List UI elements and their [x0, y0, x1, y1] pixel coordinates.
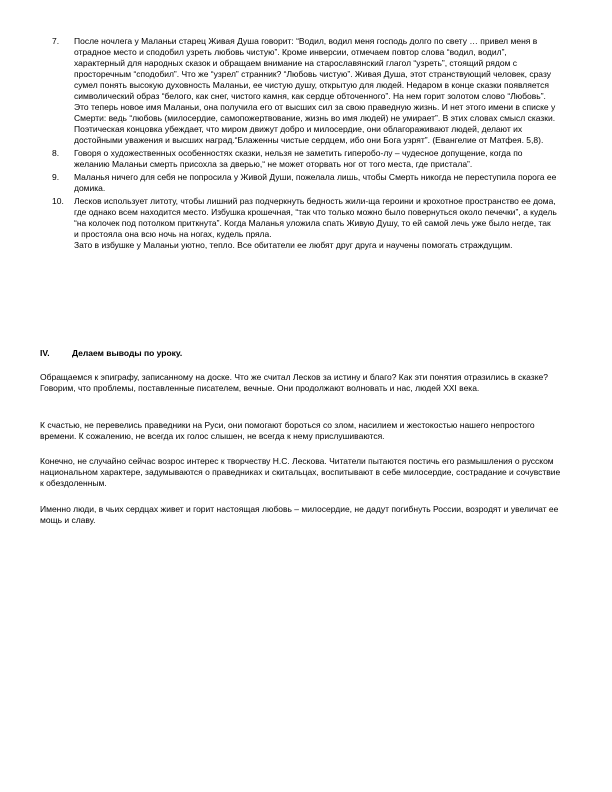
list-item-text: Лесков использует литоту, чтобы лишний раз подчеркнуть бедность жили-ща героини и крохотное пространство ее дома, где однако всем находится место. Избушка крошечная, “так что только можно было повернуться около печечки”, а кудель “на колочек под потолком приткнута”. Когда Маланья уложила спать Живую Душу, то ей самой лечь уже было негде, так и простояла она всю ночь на ногах, кудель пряла.: [74, 196, 557, 239]
list-item: [52, 36, 557, 146]
list-item-number: 9.: [52, 172, 60, 182]
list-item-number: 10.: [52, 196, 64, 206]
list-item-number: 8.: [52, 148, 60, 158]
paragraph-conclusion: Именно люди, в чьих сердцах живет и горит настоящая любовь – милосердие, не дадут погибнуть России, возродят и увеличат ее мощь и славу.: [40, 504, 559, 525]
list-item-number: 7.: [52, 36, 60, 46]
list-item-continuation: Зато в избушке у Маланьи уютно, тепло. Все обитатели ее любят друг друга и научены помогать страждущим.: [74, 240, 513, 250]
list-item: [52, 172, 557, 194]
paragraph-epigraph: Обращаемся к эпиграфу, записанному на доске. Что же считал Лесков за истину и благо? Как эти понятия отразились в сказке? Говорим, что проблемы, поставленные писателем, вечные. Они продолжают волновать и нас, людей XXI века.: [40, 372, 548, 393]
list-item-text: Маланья ничего для себя не попросила у Живой Души, пожелала лишь, чтобы Смерть никогда не переступила порога ее домика.: [74, 172, 557, 193]
list-item: [52, 148, 557, 170]
paragraph-righteous: К счастью, не перевелись праведники на Руси, они помогают бороться со злом, насилием и жестокостью нашего непростого времени. К сожалению, не всегда их голос слышен, не всегда к нему прислушиваются.: [40, 420, 535, 441]
paragraph-interest: Конечно, не случайно сейчас возрос интерес к творчеству Н.С. Лескова. Читатели пытаются постичь его размышления о русском национальном характере, задумываются о праведниках и скитальцах, воспитывают в себе милосердие, сострадание и сочувствие к обездоленным.: [40, 456, 561, 488]
section-title: Делаем выводы по уроку.: [72, 348, 183, 358]
list-item-text: Говоря о художественных особенностях сказки, нельзя не заметить гиперобо-лу – чудесное допущение, когда по желанию Маланьи смерть присохла за дверью,“ не может оторвать ног от того места, где пристала”.: [74, 148, 523, 169]
list-item: [52, 196, 557, 251]
numbered-list: [52, 36, 557, 253]
list-item-text: После ночлега у Маланьи старец Живая Душа говорит: “Водил, водил меня господь долго по свету … привел меня в отрадное место и сподобил узреть любовь чистую”. Кроме инверсии, отмечаем повтор слова “водил, водил”, характерный для народных сказок и обращаем внимание на старославянский глагол “узреть”, стоящий рядом с просторечным “сподобил”. Что же “узрел” странник? “Любовь чистую”. Живая Душа, этот странствующий человек, сразу сумел понять высокую духовность Маланьи, ее чистую душу, открытую для людей. Недаром в конце сказки появляется символический образ “белого, как снег, чистого камня, как сердце обточенного”. На нем горит золотом слово “Любовь”. Это теперь новое имя Маланьи, она получила его от высших сил за свою праведную жизнь. И нет этого имени в списке у Смерти: ведь “любовь (милосердие, самопожертвование, жизнь во имя людей) не умирает”. В этих словах смысл сказки. Поэтическая концовка убеждает, что миром движут добро и милосердие, они облагораживают людей, делают их достойными уважения и высших наград.“Блаженны чистые сердцем, ибо они Бога узрят”. (Евангелие от Матфея. 5,8).: [74, 36, 556, 145]
section-heading: [40, 348, 560, 359]
section-number: IV.: [40, 348, 50, 358]
